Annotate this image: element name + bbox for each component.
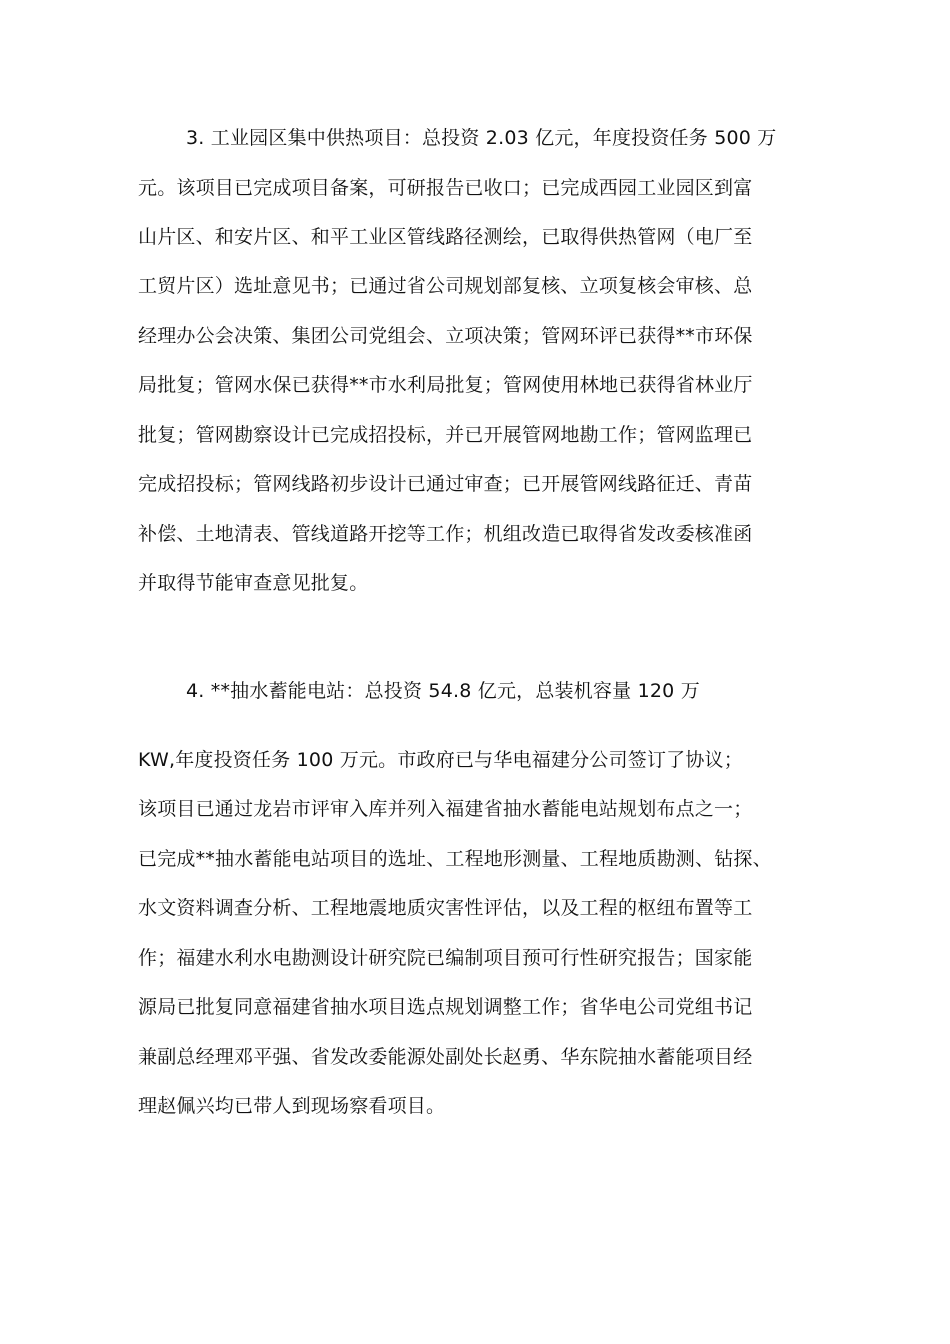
paragraph-line: 山片区、和安片区、和平工业区管线路径测绘，已取得供热管网（电厂至 bbox=[138, 226, 753, 248]
paragraph-line: KW,年度投资任务 100 万元。市政府已与华电福建分公司签订了协议； bbox=[138, 749, 743, 771]
paragraph-line: 3. 工业园区集中供热项目：总投资 2.03 亿元，年度投资任务 500 万 bbox=[186, 127, 777, 149]
paragraph-line: 批复；管网勘察设计已完成招投标，并已开展管网地勘工作；管网监理已 bbox=[138, 424, 753, 446]
paragraph-line: 并取得节能审查意见批复。 bbox=[138, 572, 369, 594]
paragraph-line: 补偿、土地清表、管线道路开挖等工作；机组改造已取得省发改委核准函 bbox=[138, 523, 753, 545]
paragraph-line: 元。该项目已完成项目备案，可研报告已收口；已完成西园工业园区到富 bbox=[138, 177, 753, 199]
paragraph-line: 源局已批复同意福建省抽水项目选点规划调整工作；省华电公司党组书记 bbox=[138, 996, 753, 1018]
paragraph-line: 作；福建水利水电勘测设计研究院已编制项目预可行性研究报告；国家能 bbox=[138, 947, 753, 969]
paragraph-line: 完成招投标；管网线路初步设计已通过审查；已开展管网线路征迁、青苗 bbox=[138, 473, 753, 495]
paragraph-line: 工贸片区）选址意见书；已通过省公司规划部复核、立项复核会审核、总 bbox=[138, 275, 753, 297]
paragraph-line: 经理办公会决策、集团公司党组会、立项决策；管网环评已获得**市环保 bbox=[138, 325, 753, 347]
paragraph-line: 该项目已通过龙岩市评审入库并列入福建省抽水蓄能电站规划布点之一； bbox=[138, 798, 753, 820]
paragraph-line: 局批复；管网水保已获得**市水利局批复；管网使用林地已获得省林业厅 bbox=[138, 374, 753, 396]
paragraph-line: 已完成**抽水蓄能电站项目的选址、工程地形测量、工程地质勘测、钻探、 bbox=[138, 848, 772, 870]
paragraph-line: 理赵佩兴均已带人到现场察看项目。 bbox=[138, 1095, 446, 1117]
paragraph-line: 水文资料调查分析、工程地震地质灾害性评估，以及工程的枢纽布置等工 bbox=[138, 897, 753, 919]
paragraph-line: 兼副总经理邓平强、省发改委能源处副处长赵勇、华东院抽水蓄能项目经 bbox=[138, 1046, 753, 1068]
paragraph-line: 4. **抽水蓄能电站：总投资 54.8 亿元，总装机容量 120 万 bbox=[186, 680, 700, 702]
